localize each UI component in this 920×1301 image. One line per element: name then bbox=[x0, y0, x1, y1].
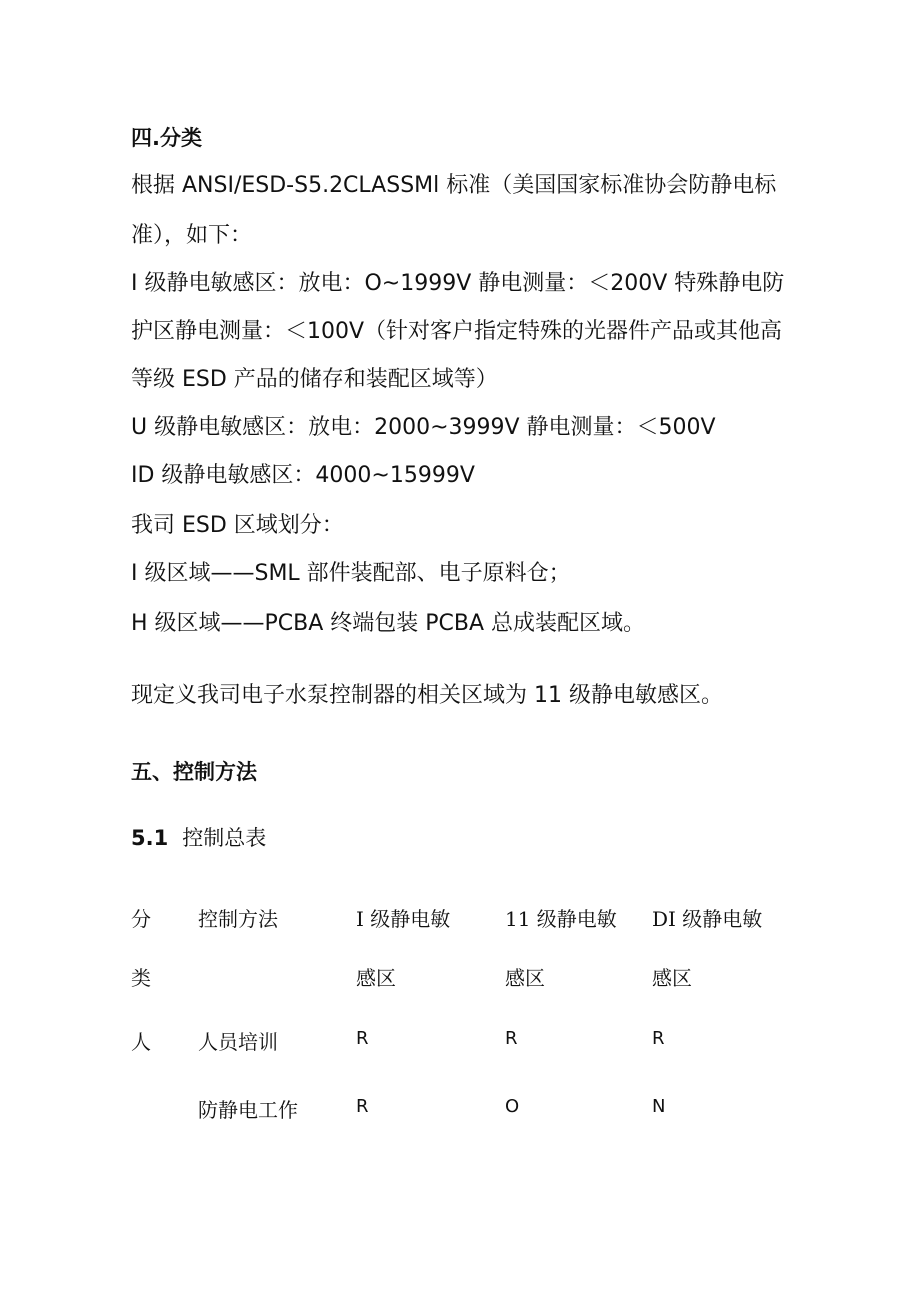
paragraph-line: 等级 ESD 产品的储存和装配区域等） bbox=[131, 367, 498, 392]
header-level3-top: DI 级静电敏 bbox=[652, 907, 763, 931]
header-level1-top: I 级静电敏 bbox=[356, 907, 451, 931]
table-cell-category: 人 bbox=[131, 1030, 151, 1054]
header-category-bottom: 类 bbox=[131, 966, 151, 990]
table-cell-level3: R bbox=[652, 1028, 665, 1049]
table-cell-level1: R bbox=[356, 1028, 369, 1049]
subsection-5-1 bbox=[131, 826, 266, 850]
header-level3-bottom: 感区 bbox=[652, 966, 692, 990]
paragraph-line: ID 级静电敏感区：4000~15999V bbox=[131, 463, 475, 488]
paragraph-line: I 级区域——SML 部件装配部、电子原料仓； bbox=[131, 561, 571, 586]
table-cell-level2: O bbox=[505, 1096, 520, 1117]
paragraph-line: 护区静电测量：＜100V（针对客户指定特殊的光器件产品或其他高 bbox=[131, 319, 783, 344]
definition-line: 现定义我司电子水泵控制器的相关区域为 11 级静电敏感区。 bbox=[131, 683, 723, 708]
table-cell-level3: N bbox=[652, 1096, 666, 1117]
subsection-number: 5.1 bbox=[131, 826, 169, 850]
table-cell-level2: R bbox=[505, 1028, 518, 1049]
subsection-title: 控制总表 bbox=[182, 826, 267, 850]
header-level2-top: 11 级静电敏 bbox=[505, 907, 617, 931]
header-category-top: 分 bbox=[131, 907, 151, 931]
paragraph-line: 我司 ESD 区域划分： bbox=[131, 513, 344, 538]
table-cell-level1: R bbox=[356, 1096, 369, 1117]
header-level2-bottom: 感区 bbox=[505, 966, 545, 990]
paragraph-line: 准），如下： bbox=[131, 223, 253, 248]
section-4-title: 四.分类 bbox=[131, 126, 202, 150]
paragraph-line: I 级静电敏感区：放电：O~1999V 静电测量：＜200V 特殊静电防 bbox=[131, 271, 785, 296]
table-cell-method: 防静电工作 bbox=[198, 1098, 298, 1122]
header-method: 控制方法 bbox=[198, 907, 278, 931]
paragraph-line: U 级静电敏感区：放电：2000~3999V 静电测量：＜500V bbox=[131, 415, 716, 440]
section-5-title: 五、控制方法 bbox=[131, 760, 257, 784]
paragraph-line: 根据 ANSI/ESD-S5.2CLASSMl 标准（美国国家标准协会防静电标 bbox=[131, 173, 777, 198]
header-level1-bottom: 感区 bbox=[356, 966, 396, 990]
paragraph-line: H 级区域——PCBA 终端包装 PCBA 总成装配区域。 bbox=[131, 611, 646, 636]
table-cell-method: 人员培训 bbox=[198, 1030, 278, 1054]
